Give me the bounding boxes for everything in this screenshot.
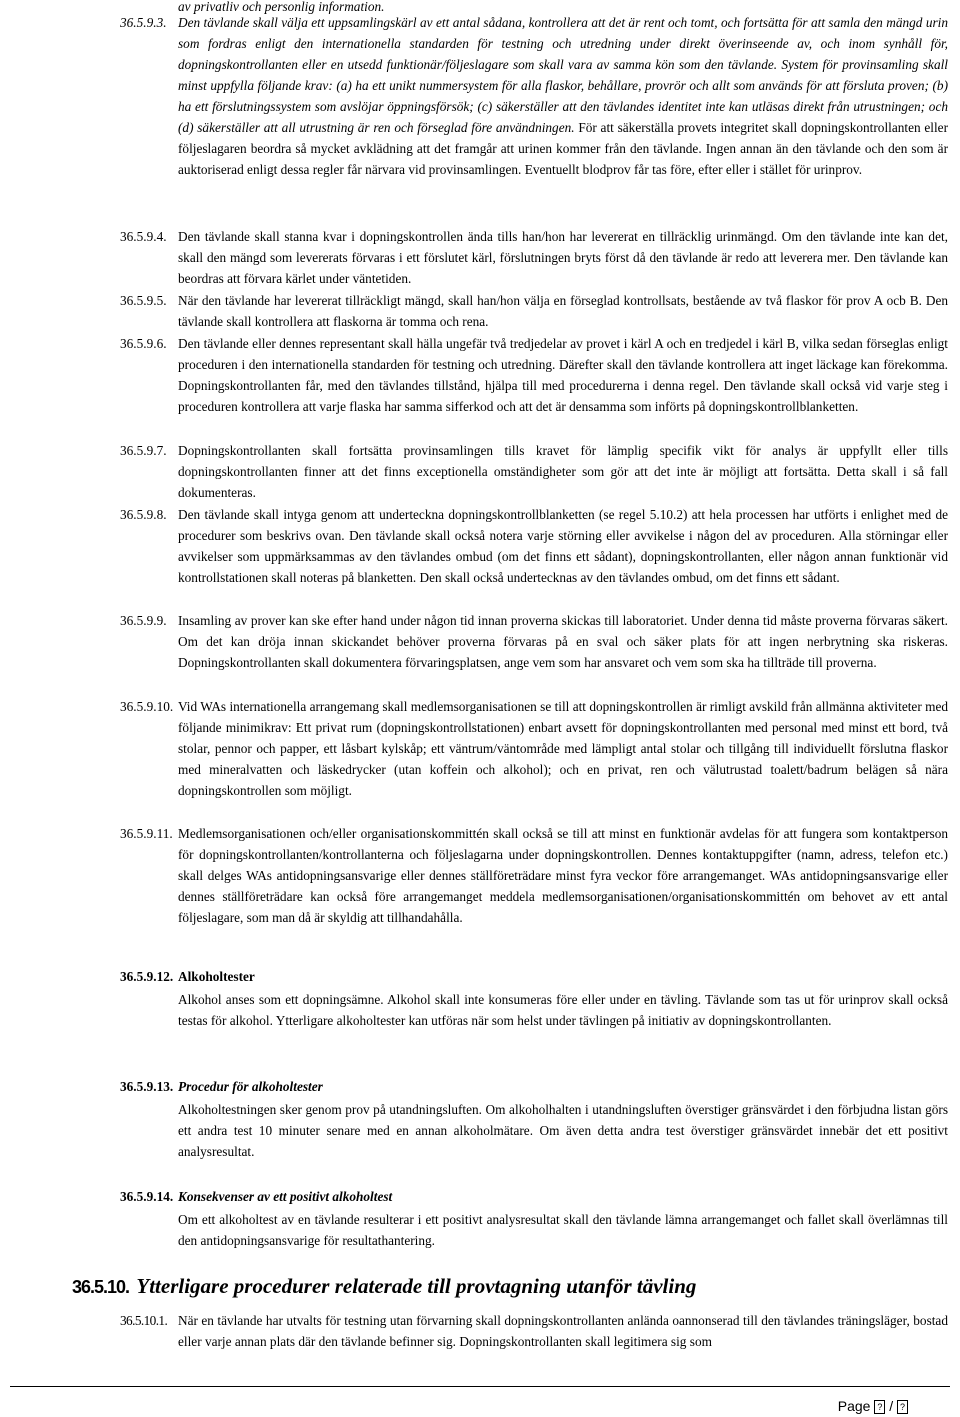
section-number: 36.5.9.14.: [120, 1189, 174, 1204]
rule-text: Dopningskontrollanten skall fortsätta provinsamlingen tills kravet för lämplig specifik vikt för analys är uppfyllt eller tills dopningskontrollanten finner att det finns exceptionella omständigheter som gör att det inte är möjligt att fortsätta. Detta skall i så fall dokumenteras.: [178, 443, 948, 500]
rule-36-5-10-1: [120, 1310, 948, 1352]
rule-text: [178, 12, 948, 180]
rule-number: 36.5.9.8.: [120, 507, 167, 522]
rule-36-5-9-7: [120, 440, 948, 503]
rule-36-5-9-9: [120, 610, 948, 673]
rule-text: Medlemsorganisationen och/eller organisationskommittén skall också se till att minst en funktionär avdelas för att fungera som kontaktperson för dopningskontrollanten/kontrollanterna och följeslagarna under dopningskontrollen. Dennes kontaktuppgifter (namn, adress, telefon etc.) skall delges WAs antidopningsansvarige eller dennes ställföreträdare minst fyra veckor före arrangemanget. WAs antidopningsansvarige eller dennes ställföreträdare kan också före arrangemanget meddela medlemsorganisationen/organisationskommittén om behovet av ett antal följeslagare, som man då är skyldig att tillhandahålla.: [178, 826, 948, 925]
rule-number: 36.5.9.4.: [120, 229, 167, 244]
chapter-number: 36.5.10.: [72, 1277, 130, 1297]
rule-text: Vid WAs internationella arrangemang skall medlemsorganisationen se till att dopningskontrollen är rimligt avskild från allmänna aktiviteter med följande minimikrav: Ett privat rum (dopningskontrollstationen) enbart avsett för dopningskontrollanten med personal med minst ett bord, två stolar, pennor och papper, ett låsbart kylskåp; ett väntrum/väntområde med lämpligt antal stolar och tillgång till individuellt förslutna flaskor med mineralvatten och läskedrycker (utan koffein och alkohol); och en privat, ren och välutrustad toalett/badrum belägen så nära dopningskontrollen som möjligt.: [178, 699, 948, 798]
total-pages: ?: [897, 1400, 908, 1414]
rule-text: Den tävlande skall stanna kvar i dopningskontrollen ända tills han/hon har levererat en tillräcklig urinmängd. Om den tävlande inte kan det, skall den mängd som levererats förvaras i ett förslutet kärl, förslutningen bryts först då den tävlande är redo att leverera mer. Den tävlande kan beordras att förvara kärlet under väntetiden.: [178, 229, 948, 286]
rule-text-regular: För att säkerställa provets integritet skall dopningskontrollanten eller följeslagaren beordra så mycket avklädning att det framgår att urinen kommer från den tävlande. Ingen annan än den tävlande och den som är auktoriserad enligt dessa regler får närvara vid provinsamlingen. Eventuellt blodprov får tas före, efter eller i stället för urinprov.: [178, 120, 948, 177]
section-text: Om ett alkoholtest av en tävlande resulterar i ett positivt analysresultat skall den tävlande lämna arrangemanget och fallet skall överlämnas till den antidopningsansvarige för resultathantering.: [178, 1212, 948, 1248]
section-heading-procedur: [120, 1076, 948, 1097]
page-footer: [838, 1396, 908, 1417]
rule-36-5-9-4: [120, 226, 948, 289]
rule-36-5-9-8: [120, 504, 948, 588]
chapter-title: Ytterligare procedurer relaterade till provtagning utanför tävling: [136, 1274, 697, 1298]
rule-number: 36.5.9.11.: [120, 826, 173, 841]
page-label: Page: [837, 1398, 871, 1414]
footer-divider: [10, 1386, 950, 1387]
intro-line: av privatliv och personlig information.: [178, 0, 385, 14]
section-number: 36.5.9.12.: [120, 969, 174, 984]
rule-text: Insamling av prover kan ske efter hand under någon tid innan proverna skickas till laboratoriet. Under denna tid måste proverna förvaras säkert. Om det kan dröja innan skickandet behöver proverna förvaras på en sval och säker plats för att ingen nerbrytning ska riskeras. Dopningskontrollanten skall dokumentera förvaringsplatsen, ange vem som har ansvaret och vem som ska ha tillträde till proverna.: [178, 613, 948, 670]
rule-36-5-9-11: [120, 823, 948, 928]
section-text: Alkohol anses som ett dopningsämne. Alkohol skall inte konsumeras före eller under en tävling. Tävlande som tas ut för urinprov skall också testas för alkohol. Ytterligare alkoholtester kan utföras när som helst under tävlingen på initiativ av dopningskontrollanten.: [178, 992, 948, 1028]
section-number: 36.5.9.13.: [120, 1079, 174, 1094]
rule-36-5-9-5: [120, 290, 948, 332]
rule-text: Den tävlande skall intyga genom att underteckna dopningskontrollblanketten (se regel 5.10.2) att hela processen har utförts i enlighet med de procedurer som beskrivs ovan. Den tävlande skall också notera varje störning eller avvikelse i någon del av proceduren. Alla störningar eller avvikelser som uppmärksammas av den tävlandes ombud (om det finns ett sådant), dopningskontrollanten, eller någon annan funktionär vid kontrollstationen skall noteras på blanketten. Den skall också undertecknas av den tävlandes ombud, om det finns ett sådant.: [178, 507, 948, 585]
section-heading-alkoholtester: [120, 966, 948, 987]
rule-36-5-9-10: [120, 696, 948, 801]
rule-36-5-9-3: [120, 12, 948, 180]
page-separator: /: [889, 1398, 894, 1414]
rule-number: 36.5.9.9.: [120, 613, 167, 628]
section-heading-konsekvenser: [120, 1186, 948, 1207]
rule-text: När en tävlande har utvalts för testning utan förvarning skall dopningskontrollanten anlända oannonserad till den tävlandes träningsläger, bostad eller varje annan plats där den tävlande befinner sig. Dopningskontrollanten skall legitimera sig som: [178, 1313, 948, 1349]
rule-36-5-9-6: [120, 333, 948, 417]
rule-number: 36.5.10.1.: [120, 1313, 168, 1328]
rule-text: När den tävlande har levererat tillräckligt mängd, skall han/hon välja en förseglad kontrollsats, bestående av två flaskor för prov A ocb B. Den tävlande skall kontrollera att flaskorna är tomma och rena.: [178, 293, 948, 329]
rule-number: 36.5.9.5.: [120, 293, 167, 308]
rule-number: 36.5.9.3.: [120, 15, 167, 30]
section-title: Procedur för alkoholtester: [178, 1079, 323, 1094]
rule-number: 36.5.9.6.: [120, 336, 167, 351]
section-title: Konsekvenser av ett positivt alkoholtest: [178, 1189, 393, 1204]
section-title: Alkoholtester: [178, 969, 255, 984]
section-text: Alkoholtestningen sker genom prov på utandningsluften. Om alkoholhalten i utandningsluften överstiger gränsvärdet i den förbjudna listan görs ett andra test 10 minuter senare med en annan alkoholmätare. Om även detta andra test överstiger gränsvärdet innebär det ett positivt analysresultat.: [178, 1102, 948, 1159]
chapter-heading: [72, 1276, 952, 1299]
rule-text: Den tävlande eller dennes representant skall hälla ungefär två tredjedelar av provet i kärl A och en tredjedel i kärl B, vilka sedan förseglas enligt proceduren i den internationella standarden för testning och utredning. Därefter skall den tävlande kontrollera att inget läckage kan förekomma. Dopningskontrollanten får, med den tävlandes tillstånd, hjälpa till med procedurerna i denna regel. Den tävlande skall också vid varje steg i proceduren kontrollera att varje flaska har samma sifferkod och att det är densamma som införts på dopningskontrollblanketten.: [178, 336, 948, 414]
rule-number: 36.5.9.10.: [120, 699, 174, 714]
current-page: ?: [874, 1400, 885, 1414]
rule-text-italic: Den tävlande skall välja ett uppsamlingskärl av ett antal sådana, kontrollera att det är rent och tomt, och fortsätta för att samla den mängd urin som fordras enligt den internationella standarden för testning och utredning under direkt överinseende av, och inom synhåll för, dopningskontrollanten eller en utsedd funktionär/följeslagare som skall vara av samma kön som den tävlande. System för provinsamling skall minst uppfylla följande krav: (a) ha ett unikt nummersystem för alla flaskor, behållare, provrör och allt som används för att försluta proven; (b) ha ett förslutningssystem som avslöjar öppningsförsök; (c) säkerställer att den tävlandes identitet inte kan utläsas direkt från utrustningen; och (d) säkerställer att all utrustning är ren och förseglad före användningen.: [178, 15, 948, 135]
rule-number: 36.5.9.7.: [120, 443, 167, 458]
